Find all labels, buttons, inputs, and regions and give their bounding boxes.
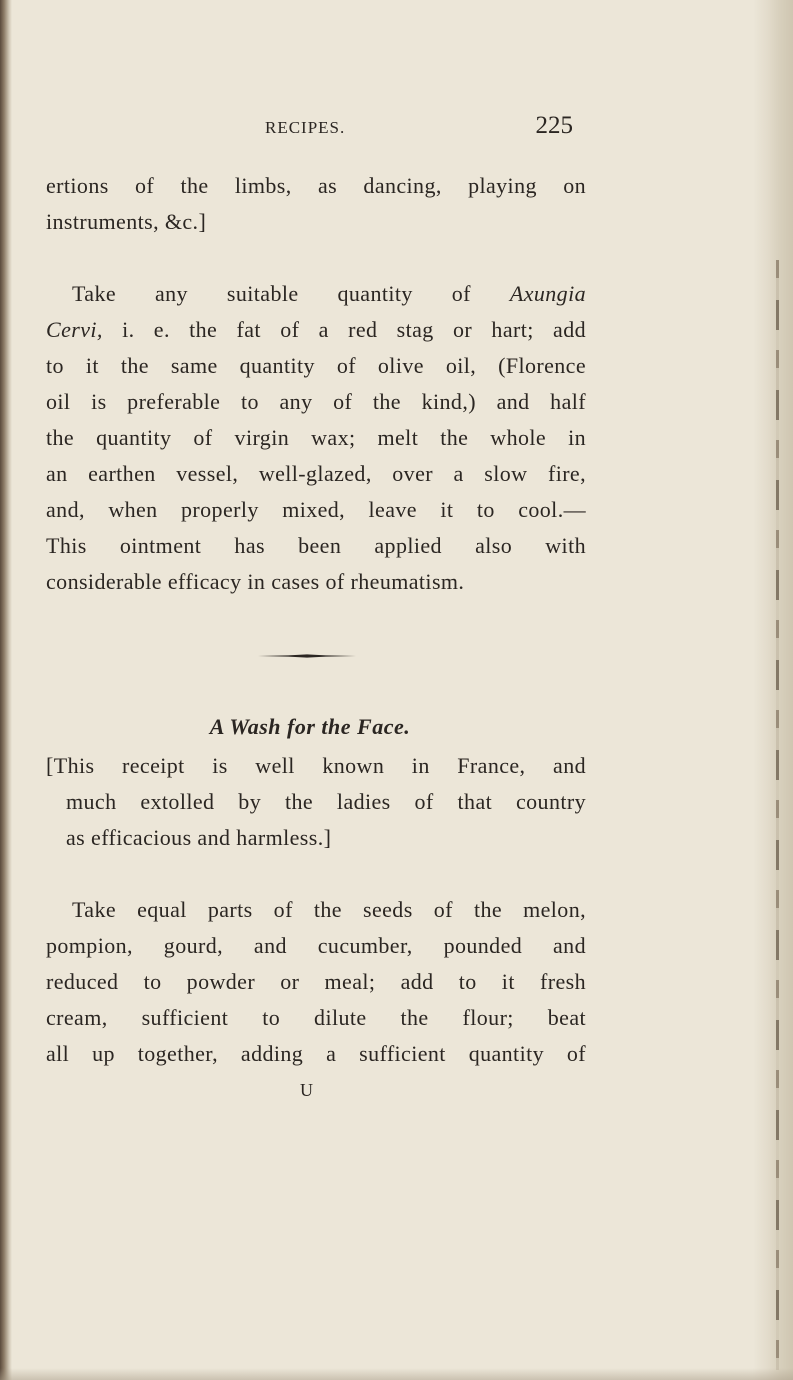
text-line: pompion, gourd, and cucumber, pounded and [46,933,586,958]
fore-edge-pages [776,260,779,1370]
running-head [265,112,573,148]
text-line: ertions of the limbs, as dancing, playing on [46,173,586,198]
text-line: as efficacious and harmless.] [66,825,332,850]
text-line: instruments, &c.] [46,209,207,234]
running-title: RECIPES. [265,118,346,137]
text-span: i. e. the fat of a red stag or hart; add [122,317,586,342]
binding-edge [0,0,12,1380]
text-line: oil is preferable to any of the kind,) and half [46,389,586,414]
text-line: Take equal parts of the seeds of the melon, [72,897,586,922]
text-line: reduced to powder or meal; add to it fresh [46,969,586,994]
text-line: all up together, adding a sufficient quantity of [46,1041,586,1066]
text-line [46,312,586,348]
latin-term: Axungia [509,281,586,306]
text-line: to it the same quantity of olive oil, (Florence [46,353,586,378]
text-line: This ointment has been applied also with [46,533,586,558]
separator-rule [258,654,356,658]
page-number: 225 [535,112,573,139]
section-heading: A Wash for the Face. [209,714,411,739]
text-line: much extolled by the ladies of that country [66,789,586,814]
ointment-paragraph [46,276,586,600]
wash-paragraph [46,892,586,1072]
text-line [46,276,586,312]
note-paragraph [46,748,586,856]
text-line: [This receipt is well known in France, and [46,753,586,778]
signature-mark: U [300,1080,313,1100]
latin-term: Cervi, [46,317,103,342]
text-span: Take any suitable quantity of [72,281,471,306]
continuation-paragraph [46,168,586,240]
text-line: the quantity of virgin wax; melt the whole in [46,425,586,450]
text-line: and, when properly mixed, leave it to cool.— [46,497,586,522]
text-line: considerable efficacy in cases of rheumatism. [46,569,465,594]
text-line: an earthen vessel, well-glazed, over a slow fire, [46,461,586,486]
text-line: cream, sufficient to dilute the flour; beat [46,1005,586,1030]
fore-edge [753,0,793,1380]
bottom-shadow [0,1368,793,1380]
